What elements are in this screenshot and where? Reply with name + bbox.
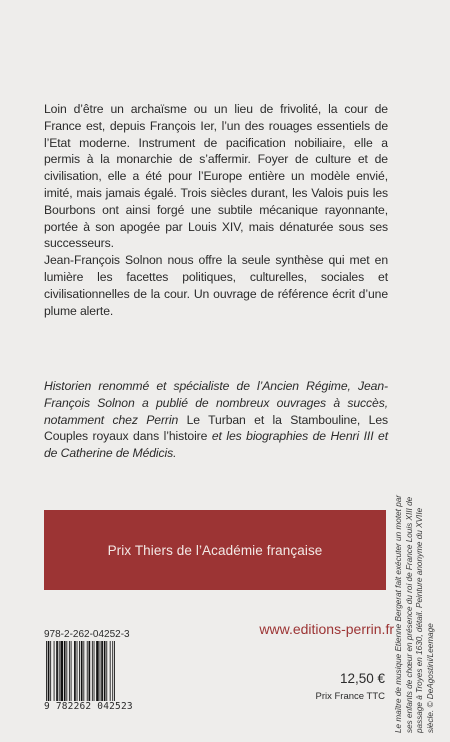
description-paragraph-1: Loin d’être un archaïsme ou un lieu de frivolité, la cour de France est, depuis François Ier, l’un des rouages essentiels de l’Etat moderne. Instrument de pacification nobiliaire, elle a permis à la monarchie de s’affermir. Foyer de culture et de civilisation, elle a été pour l’Europe entière un modèle envié, imité, mais jamais égalé. Trois siècles durant, les Valois puis les Bourbons ont ainsi forgé une subtile mécanique rayonnante, portée à son apogée par Louis XIV, mais dénaturée sous ses successeurs.	[44, 102, 388, 251]
barcode-image	[44, 641, 144, 703]
price-value: 12,50 €	[339, 671, 385, 686]
author-bio-intro: Historien renommé et spécialiste de l’Ancien Régime, Jean-François Solnon a publié de nombreux ouvrages à succès, notamment chez Perrin	[44, 379, 388, 427]
book-title-1: Le Turban et la Stambouline,	[186, 412, 361, 427]
isbn-text: 978-2-262-04252-3	[44, 629, 130, 640]
author-bio	[44, 378, 388, 462]
price-label: Prix France TTC	[315, 691, 385, 702]
description-paragraph-2: Jean-François Solnon nous offre la seule synthèse qui met en lumière les facettes politiques, culturelles, sociales et civilisationnelles de la cour. Un ouvrage de référence écrit d’une plume alerte.	[44, 253, 388, 318]
prize-banner	[44, 510, 386, 590]
book-title-2: Les Couples royaux dans l’histoire	[44, 412, 388, 444]
author-bio-outro: et les biographies de Henri III et de Catherine de Médicis.	[44, 429, 388, 461]
barcode-digits: 9 782262 042523	[44, 701, 133, 712]
prize-label: Prix Thiers de l’Académie française	[107, 542, 323, 558]
publisher-url[interactable]: www.editions-perrin.fr	[259, 621, 394, 637]
book-description	[44, 101, 388, 319]
image-credit-caption: Le maître de musique Etienne Bergerat fait exécuter un motet par ses enfants de chœur en présence du roi de France Louis XIII de passage à Troyes en 1630, détail. Peinture anonyme du XVIIe siècle. © DeAgostini/Leemage	[394, 494, 435, 733]
